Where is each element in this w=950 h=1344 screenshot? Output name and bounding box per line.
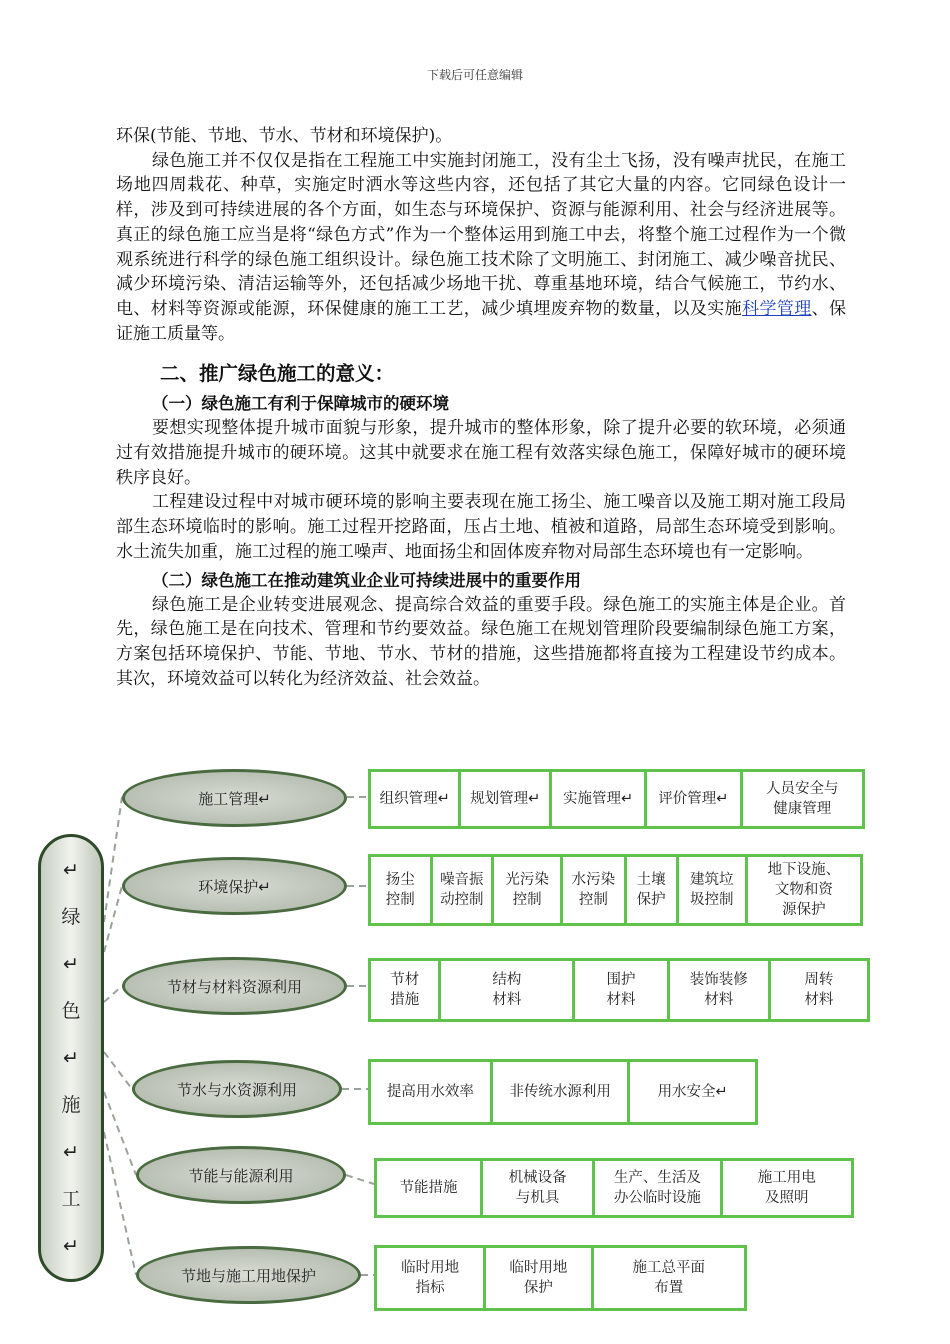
- root-char: ↵: [63, 1046, 79, 1069]
- item-box: 装饰装修 材料: [670, 961, 768, 1019]
- connector-line: [104, 1132, 136, 1275]
- item-box: 围护 材料: [575, 961, 666, 1019]
- paragraph: 工程建设过程中对城市硬环境的影响主要表现在施工扬尘、施工噪音以及施工期对施工段局部生态环境临时的影响。施工过程开挖路面，压占土地、植被和道路，局部生态环境受到影响。水土流失加重，施工过程的施工噪声、地面扬尘和固体废弃物对局部生态环境也有一定影响。: [116, 492, 846, 562]
- root-char: ↵: [63, 1234, 79, 1257]
- item-box: 临时用地 指标: [377, 1248, 483, 1308]
- section-title: 二、推广绿色施工的意义：: [160, 362, 395, 386]
- connector-line: [104, 1092, 136, 1175]
- item-box: 地下设施、 文物和资 源保护: [748, 857, 860, 923]
- root-char: ↵: [63, 858, 79, 881]
- paragraph-green-construction: [116, 149, 846, 347]
- connector-line: [104, 886, 122, 952]
- item-box: 土壤 保护: [627, 857, 676, 923]
- subsection-title-2: （二）绿色施工在推动建筑业企业可持续进展中的重要作用: [152, 570, 581, 590]
- item-box: 施工用电 及照明: [723, 1161, 851, 1215]
- category-items-row: [368, 1059, 758, 1125]
- page-header: 下载后可任意编辑: [426, 68, 523, 82]
- item-box: 生产、生活及 办公临时设施: [595, 1161, 720, 1215]
- item-box: 周转 材料: [771, 961, 867, 1019]
- item-box: 非传统水源利用: [493, 1062, 627, 1122]
- subsection-title-1: （一）绿色施工有利于保障城市的硬环境: [152, 394, 449, 414]
- category-node: 环境保护↵: [122, 857, 347, 915]
- item-box: 人员安全与 健康管理: [743, 772, 862, 826]
- connector-line: [104, 797, 122, 922]
- item-box: 实施管理↵: [552, 772, 644, 826]
- item-box: 光污染 控制: [494, 857, 560, 923]
- category-node: 节水与水资源利用: [132, 1060, 342, 1118]
- root-char: 工: [61, 1187, 81, 1210]
- category-node: 节能与能源利用: [136, 1146, 346, 1204]
- paragraph: 绿色施工是企业转变进展观念、提高综合效益的重要手段。绿色施工的实施主体是企业。首先，绿色施工是在向技术、管理和节约要效益。绿色施工在规划管理阶段要编制绿色施工方案，方案包括环境保护、节能、节地、节水、节材的措施，这些措施都将直接为工程建设节约成本。其次，环境效益可以转化为经济效益、社会效益。: [116, 594, 846, 689]
- category-node: 节材与材料资源利用: [122, 957, 347, 1015]
- category-items-row: [368, 769, 865, 829]
- root-char: 色: [61, 999, 81, 1022]
- item-box: 施工总平面 布置: [594, 1248, 744, 1308]
- root-char: ↵: [63, 1140, 79, 1163]
- item-box: 结构 材料: [441, 961, 572, 1019]
- item-box: 组织管理↵: [371, 772, 458, 826]
- root-char: 施: [61, 1093, 81, 1116]
- connector-line: [104, 1052, 132, 1089]
- document-body: [116, 124, 846, 691]
- category-items-row: [368, 854, 863, 926]
- science-management-link[interactable]: 科学管理: [742, 298, 812, 319]
- root-char: ↵: [63, 952, 79, 975]
- item-box: 机械设备 与机具: [483, 1161, 592, 1215]
- item-box: 建筑垃 圾控制: [679, 857, 745, 923]
- item-box: 用水安全↵: [630, 1062, 755, 1122]
- root-node: [38, 834, 104, 1282]
- item-box: 水污染 控制: [563, 857, 623, 923]
- paragraph: 要想实现整体提升城市面貌与形象，提升城市的整体形象，除了提升必要的软环境，必须通过有效措施提升城市的硬环境。这其中就要求在施工程有效落实绿色施工，保障好城市的硬环境秩序良好。: [116, 418, 846, 488]
- item-box: 扬尘 控制: [371, 857, 430, 923]
- paragraph-text-end: 、保证施工质量等。: [116, 298, 847, 344]
- category-items-row: [374, 1158, 854, 1218]
- item-box: 临时用地 保护: [486, 1248, 590, 1308]
- item-box: 规划管理↵: [461, 772, 548, 826]
- item-box: 评价管理↵: [647, 772, 739, 826]
- connector-line: [104, 986, 122, 1002]
- item-box: 节能措施: [377, 1161, 480, 1215]
- category-items-row: [368, 958, 870, 1022]
- paragraph-text: 绿色施工并不仅仅是指在工程施工中实施封闭施工，没有尘土飞扬，没有噪声扰民，在施工场地四周栽花、种草，实施定时洒水等这些内容，还包括了其它大量的内容。它同绿色设计一样，涉及到可持续进展的各个方面，如生态与环境保护、资源与能源利用、社会与经济进展等。真正的绿色施工应当是将“绿色方式”作为一个整体运用到施工中去，将整个施工过程作为一个微观系统进行科学的绿色施工组织设计。绿色施工技术除了文明施工、封闭施工、减少噪音扰民、减少环境污染、清洁运输等外，还包括减少场地干扰、尊重基地环境，结合气候施工，节约水、电、材料等资源或能源，环保健康的施工工艺，减少填埋废弃物的数量，以及实施: [116, 150, 846, 319]
- connector-line: [346, 1175, 374, 1184]
- category-items-row: [374, 1245, 747, 1311]
- category-node: 施工管理↵: [122, 769, 347, 827]
- item-box: 节材 措施: [371, 961, 438, 1019]
- category-node: 节地与施工用地保护: [136, 1246, 361, 1304]
- green-construction-diagram: [30, 752, 880, 1342]
- paragraph-intro: 环保(节能、节地、节水、节材和环境保护)。: [116, 126, 453, 146]
- item-box: 噪音振 动控制: [433, 857, 492, 923]
- root-char: 绿: [61, 905, 81, 928]
- item-box: 提高用水效率: [371, 1062, 490, 1122]
